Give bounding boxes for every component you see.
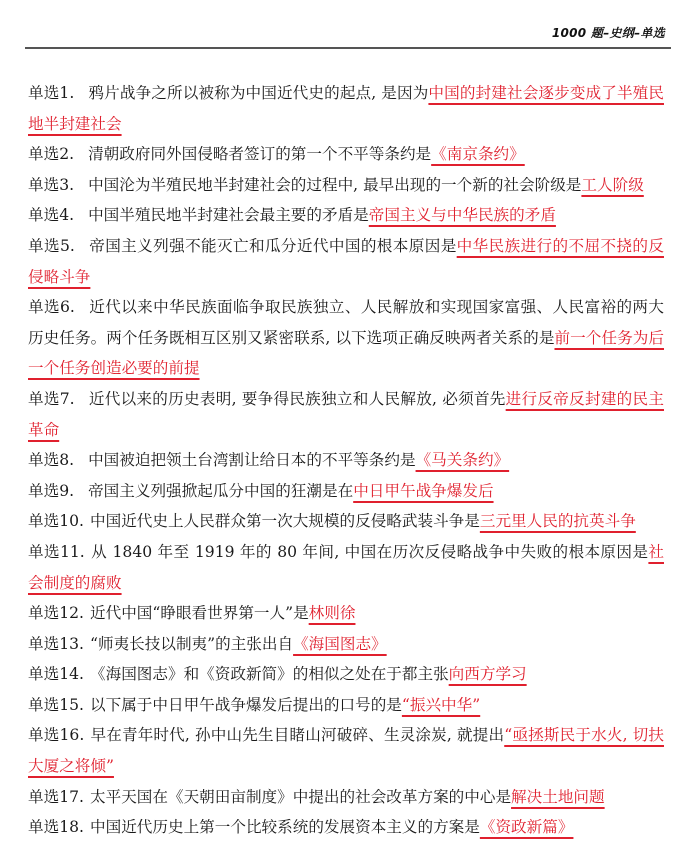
question-answer: 林则徐	[308, 604, 356, 623]
question-item-12	[28, 598, 664, 629]
question-answer: 前一个任务为后一个任务创造必要的前提	[28, 328, 664, 378]
question-label: 单选6.	[28, 298, 75, 317]
header-title: 1000 题–史纲–单选	[551, 26, 665, 40]
question-answer: “振兴中华”	[401, 695, 481, 714]
page-header	[25, 0, 671, 49]
question-item-10	[28, 506, 664, 537]
question-label: 单选13.	[28, 634, 84, 653]
question-label: 单选1.	[28, 84, 75, 102]
question-stem: 早在青年时代, 孙中山先生目睹山河破碎、生灵涂炭, 就提出	[90, 726, 505, 745]
question-answer: 工人阶级	[581, 175, 644, 194]
question-item-2	[28, 139, 664, 170]
question-item-13	[28, 629, 664, 660]
question-label: 单选7.	[28, 389, 75, 408]
question-item-5	[28, 231, 664, 292]
question-label: 单选11.	[28, 542, 85, 561]
question-answer: 中国的封建社会逐步变成了半殖民地半封建社会	[28, 84, 664, 133]
question-answer: 社会制度的腐败	[28, 542, 664, 592]
question-item-7	[28, 384, 664, 445]
question-stem: 中国近代历史上第一个比较系统的发展资本主义的方案是	[90, 818, 480, 837]
question-answer: 中日甲午战争爆发后	[353, 481, 494, 500]
question-answer: 三元里人民的抗英斗争	[479, 512, 636, 531]
question-item-8	[28, 445, 664, 476]
question-item-4	[28, 200, 664, 231]
question-stem: 中国被迫把领土台湾割让给日本的不平等条约是	[88, 451, 416, 470]
question-stem: 中国沦为半殖民地半封建社会的过程中, 最早出现的一个新的社会阶级是	[88, 175, 582, 194]
question-label: 单选8.	[28, 451, 75, 470]
question-answer: 《南京条约》	[431, 145, 525, 164]
question-label: 单选3.	[28, 175, 75, 194]
question-stem: “师夷长技以制夷”的主张出自	[90, 634, 294, 653]
question-label: 单选17.	[28, 787, 84, 806]
question-stem: 鸦片战争之所以被称为中国近代史的起点, 是因为	[88, 84, 429, 102]
question-answer: “亟拯斯民于水火, 切扶大厦之将倾”	[28, 726, 664, 776]
question-item-18	[28, 812, 664, 843]
question-stem: 中国近代史上人民群众第一次大规模的反侵略武装斗争是	[90, 512, 480, 531]
question-answer: 《资政新篇》	[479, 818, 574, 837]
question-stem: 《海国图志》和《资政新简》的相似之处在于都主张	[90, 665, 449, 684]
question-stem: 从 1840 年至 1919 年的 80 年间, 中国在历次反侵略战争中失败的根本原因是	[90, 542, 649, 561]
question-stem: 以下属于中日甲午战争爆发后提出的口号的是	[90, 695, 402, 714]
question-answer: 进行反帝反封建的民主革命	[28, 389, 664, 439]
question-answer: 《海国图志》	[293, 634, 387, 653]
question-label: 单选4.	[28, 206, 75, 225]
question-label: 单选16.	[28, 726, 85, 745]
question-stem: 帝国主义列强不能灭亡和瓜分近代中国的根本原因是	[88, 236, 457, 255]
question-item-9	[28, 476, 664, 507]
question-item-15	[28, 690, 664, 721]
question-stem: 太平天国在《天朝田亩制度》中提出的社会改革方案的中心是	[90, 787, 512, 806]
question-label: 单选9.	[28, 481, 75, 500]
question-item-16	[28, 720, 664, 781]
question-item-11	[28, 537, 664, 598]
question-label: 单选18.	[28, 818, 84, 837]
question-answer: 向西方学习	[448, 665, 527, 684]
question-label: 单选12.	[28, 604, 84, 623]
question-stem: 近代中国“睁眼看世界第一人”是	[90, 604, 309, 623]
question-answer: 帝国主义与中华民族的矛盾	[368, 206, 556, 225]
question-label: 单选2.	[28, 145, 75, 164]
question-stem: 近代以来中华民族面临争取民族独立、人民解放和实现国家富强、人民富裕的两大历史任务。两个任务既相互区别又紧密联系, 以下选项正确反映两者关系的是	[28, 298, 664, 347]
question-item-1	[28, 78, 664, 139]
question-stem: 清朝政府同外国侵略者签订的第一个不平等条约是	[88, 145, 432, 164]
question-label: 单选10.	[28, 512, 84, 531]
question-answer: 中华民族进行的不屈不挠的反侵略斗争	[28, 236, 664, 286]
question-stem: 中国半殖民地半封建社会最主要的矛盾是	[88, 206, 369, 225]
question-stem: 帝国主义列强掀起瓜分中国的狂潮是在	[88, 481, 354, 500]
question-label: 单选14.	[28, 665, 84, 684]
question-label: 单选15.	[28, 695, 84, 714]
question-list	[28, 78, 664, 843]
question-item-14	[28, 659, 664, 690]
question-answer: 解决土地问题	[511, 787, 605, 806]
question-answer: 《马关条约》	[415, 451, 510, 470]
question-label: 单选5.	[28, 236, 75, 255]
question-item-17	[28, 782, 664, 813]
question-item-6	[28, 292, 664, 384]
question-stem: 近代以来的历史表明, 要争得民族独立和人民解放, 必须首先	[88, 389, 506, 408]
question-item-3	[28, 170, 664, 201]
